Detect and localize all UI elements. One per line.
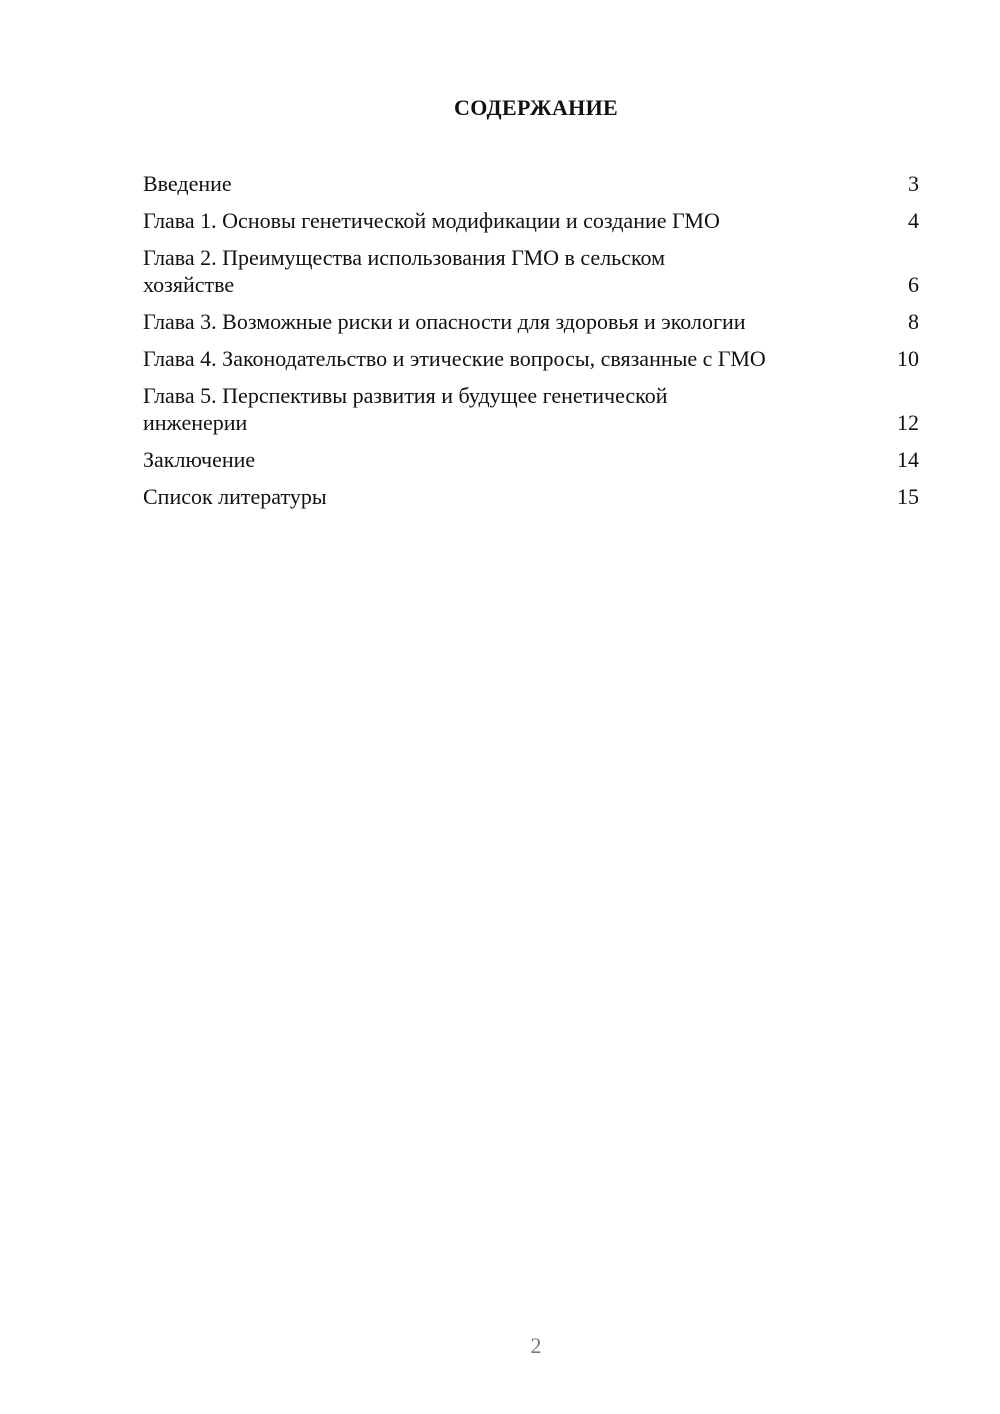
page-number: 2: [530, 1333, 542, 1358]
toc-entry-page: 14: [897, 447, 919, 472]
toc-entry-conclusion: [143, 446, 919, 473]
toc-entry-page: 8: [908, 309, 919, 334]
toc-entry-page: 3: [908, 171, 919, 196]
toc-entry-page: 12: [897, 410, 919, 435]
toc-entry-page: 10: [897, 346, 919, 371]
toc-entry-page: 6: [908, 272, 919, 297]
toc-entry-text: Список литературы: [143, 484, 327, 509]
toc-entry-bibliography: [143, 483, 919, 510]
toc-entry-introduction: [143, 170, 919, 197]
toc-entry-chapter-1: [143, 207, 919, 234]
toc-entry-text: Глава 1. Основы генетической модификации и создание ГМО: [143, 208, 720, 233]
toc-entry-text: Глава 4. Законодательство и этические вопросы, связанные с ГМО: [143, 346, 766, 371]
toc-entry-text: Глава 5. Перспективы развития и будущее генетической инженерии: [143, 383, 668, 435]
toc-entry-text: Глава 2. Преимущества использования ГМО в сельском хозяйстве: [143, 245, 666, 297]
toc-entry-text: Введение: [143, 171, 232, 196]
toc-entry-page: 15: [897, 484, 919, 509]
toc-entry-chapter-3: [143, 308, 919, 335]
toc-entry-page: 4: [908, 208, 919, 233]
toc-entry-text: Заключение: [143, 447, 256, 472]
toc-entry-chapter-2: [143, 244, 919, 298]
toc-entry-text: Глава 3. Возможные риски и опасности для здоровья и экологии: [143, 309, 746, 334]
toc-entry-chapter-4: [143, 345, 919, 372]
table-of-contents: [143, 170, 919, 520]
toc-entry-chapter-5: [143, 382, 919, 436]
page-title: СОДЕРЖАНИЕ: [454, 95, 618, 120]
